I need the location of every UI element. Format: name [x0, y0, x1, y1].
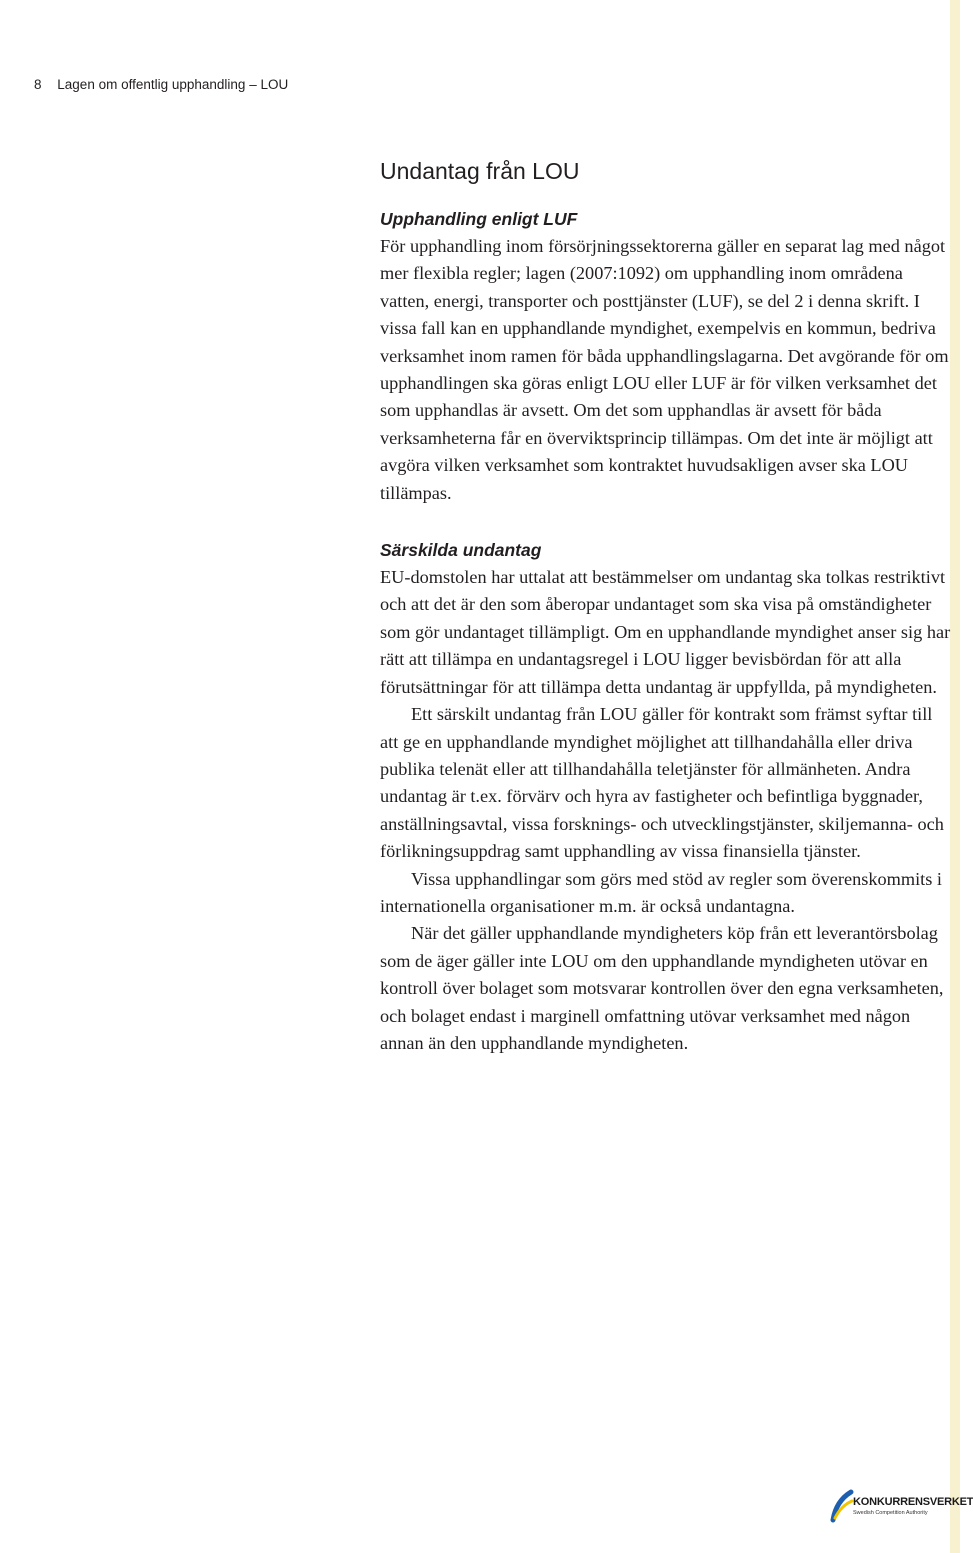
section-heading: Upphandling enligt LUF: [380, 209, 578, 229]
konkurrensverket-logo: [830, 1486, 973, 1528]
page-title: Undantag från LOU: [380, 158, 580, 184]
paragraph: Ett särskilt undantag från LOU gäller för kontrakt som främst syftar till att ge en upphandlande myndighet möjlighet att tillhandahålla eller driva publika telenät eller att tillhandahålla teletjänster för allmänheten. Andra undantag är t.ex. förvärv och hyra av fastigheter och befintliga byggnader, anställningsavtal, vissa forsknings- och utvecklingstjänster, skiljemanna- och förlikningsuppdrag samt upphandling av vissa finansiella tjänster.: [380, 704, 944, 862]
paragraph: För upphandling inom försörjningssektorerna gäller en separat lag med något mer flexibla regler; lagen (2007:1092) om upphandling inom områdena vatten, energi, transporter och posttjänster (LUF), se del 2 i denna skrift. I vissa fall kan en upphandlande myndighet, exempelvis en kommun, bedriva verksamhet inom ramen för båda upphandlingslagarna. Det avgörande för om upphandlingen ska göras enligt LOU eller LUF är för vilken verksamhet det som upphandlas är avsett. Om det som upphandlas är avsett för båda verksamheterna får en överviktsprincip tillämpas. Om det inte är möjligt att avgöra vilken verksamhet som kontraktet huvudsakligen avser ska LOU tillämpas.: [380, 236, 949, 503]
section-sarskilda-undantag: [380, 536, 955, 1057]
logo-name: KONKURRENSVERKET: [853, 1496, 973, 1508]
paragraph: När det gäller upphandlande myndigheters köp från ett leverantörsbolag som de äger gäller inte LOU om den upphandlande myndigheten utövar en kontroll över bolaget som motsvarar kontrollen över den egna verksamheten, och bolaget endast i marginell omfattning utövar verksamhet med någon annan än den upphandlande myndigheten.: [380, 923, 944, 1053]
paragraph: EU-domstolen har uttalat att bestämmelser om undantag ska tolkas restriktivt och att det är den som åberopar undantaget som ska visa på omständigheter som gör undantaget tillämpligt. Om en upphandlande myndighet anser sig har rätt att tillämpa en undantagsregel i LOU ligger bevisbördan för att alla förutsättningar för att tillämpa detta undantag är uppfyllda, på myndigheten.: [380, 567, 951, 697]
page-number: 8: [34, 77, 42, 92]
running-title: Lagen om offentlig upphandling – LOU: [57, 77, 289, 92]
paragraph: Vissa upphandlingar som görs med stöd av regler som överenskommits i internationella organisationer m.m. är också undantagna.: [380, 868, 943, 916]
section-heading: Särskilda undantag: [380, 540, 542, 561]
main-content: [380, 155, 955, 1057]
logo-tagline: Swedish Competition Authority: [853, 1510, 928, 1516]
running-header: [34, 77, 288, 92]
section-spacer: [380, 507, 955, 536]
section-luf: [380, 205, 955, 507]
logo-mark-icon: [830, 1488, 854, 1524]
